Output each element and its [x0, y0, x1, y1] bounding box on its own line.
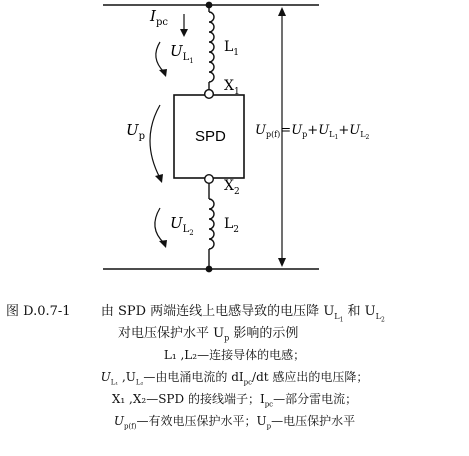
x2-label: $X_2$ — [224, 178, 240, 197]
ipc-arrowhead — [180, 29, 188, 37]
caption-title-line1: 图 D.0.7-1 由 SPD 两端连线上电感导致的电压降 $U_{L_1}$ 和 $U_{L_2}$ — [6, 304, 385, 324]
terminal-x2 — [205, 175, 214, 184]
ul2-label: $U_{L2}$ — [170, 214, 194, 237]
legend-line2: $U_{L_1}$ $,U_{L_2}—$由电涌电流的 $dI_{pc}/dt$ 感应出的电压降； — [100, 370, 369, 387]
legend-line4: $U_{p(f)}—$有效电压保护水平；$U_p—$电压保护水平 — [113, 414, 356, 431]
figure-caption — [0, 300, 469, 450]
ipc-label: $I_{pc}$ — [150, 7, 168, 28]
ul1-arrowhead — [159, 69, 167, 77]
ul2-curved-arrow — [155, 208, 164, 243]
inductor-l1 — [209, 12, 214, 82]
up-curved-arrow — [150, 105, 160, 178]
l2-label: $L_2$ — [224, 216, 240, 235]
up-label: $U_p$ — [126, 121, 146, 142]
legend-line3: X₁ ,X₂—SPD 的接线端子；$I_{pc}—$部分雷电流； — [111, 392, 358, 409]
inductor-l2 — [209, 199, 214, 249]
caption-title-line2: 对电压保护水平 $U_p$ 影响的示例 — [118, 326, 299, 343]
x1-label: $X_1$ — [224, 78, 240, 97]
l1-label: $L_1$ — [224, 39, 240, 58]
legend-line1: L₁ ,L₂—连接导体的电感； — [163, 348, 306, 362]
spd-label: SPD — [195, 128, 226, 145]
figure-number: 图 D.0.7-1 — [6, 304, 71, 319]
up-arrowhead — [155, 174, 163, 183]
upf-arrowhead-top — [278, 7, 286, 16]
ul1-curved-arrow — [156, 42, 164, 72]
terminal-x1-front — [205, 90, 214, 99]
upf-formula: $U_{p(f)}=U_p+U_L1+U_L2$ — [255, 123, 370, 141]
ul1-label: $U_{L1}$ — [170, 42, 194, 65]
upf-arrowhead-bottom — [278, 258, 286, 267]
caption-title-text: 由 SPD 两端连线上电感导致的电压降 U — [100, 304, 335, 319]
ul2-arrowhead — [159, 240, 167, 248]
